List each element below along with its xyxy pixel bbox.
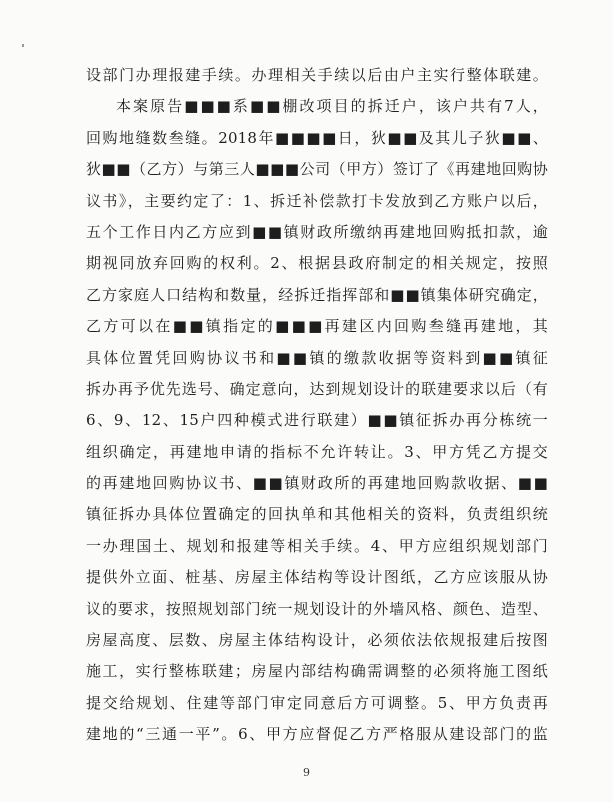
text-line: 组织确定，再建地申请的指标不允许转让。3、甲方凭乙方提交 xyxy=(86,442,548,461)
text-line: 期视同放弃回购的权利。2、根据县政府制定的相关规定，按照 xyxy=(86,254,548,273)
text-line: 五个工作日内乙方应到■■镇财政所缴纳再建地回购抵扣款，逾 xyxy=(86,222,548,241)
text-line: 乙方家庭人口结构和数量，经拆迁指挥部和■■镇集体研究确定， xyxy=(86,285,548,304)
text-line: 房屋高度、层数、房屋主体结构设计，必须依法依规报建后按图 xyxy=(86,631,548,650)
text-line: 拆办再予优先选号、确定意向，达到规划设计的联建要求以后（有 xyxy=(86,379,548,398)
text-line: 建地的“三通一平”。6、甲方应督促乙方严格服从建设部门的监 xyxy=(86,725,548,744)
text-line: 议的要求，按照规划部门统一规划设计的外墙风格、颜色、造型、 xyxy=(86,599,548,618)
text-line: 施工，实行整栋联建；房屋内部结构确需调整的必须将施工图纸 xyxy=(86,662,548,681)
text-line: 提交给规划、住建等部门审定同意后方可调整。5、甲方负责再 xyxy=(86,693,548,712)
document-body xyxy=(86,60,548,751)
text-line: 一办理国土、规划和报建等相关手续。4、甲方应组织规划部门 xyxy=(86,536,548,555)
scan-speck xyxy=(22,44,24,47)
text-line: 设部门办理报建手续。办理相关手续以后由户主实行整体联建。 xyxy=(86,66,548,84)
text-line: 乙方可以在■■镇指定的■■■再建区内回购叁缝再建地，其 xyxy=(86,317,548,336)
text-line: 的再建地回购协议书、■■镇财政所的再建地回购款收据、■■ xyxy=(86,474,548,493)
text-line: 回购地缝数叁缝。2018年■■■■日，狄■■及其儿子狄■■、 xyxy=(86,128,548,147)
text-line: 镇征拆办具体位置确定的回执单和其他相关的资料，负责组织统 xyxy=(86,505,548,524)
paragraph-start-line: 本案原告■■■系■■棚改项目的拆迁户，该户共有7人， xyxy=(116,97,548,116)
text-line: 提供外立面、桩基、房屋主体结构等设计图纸，乙方应该服从协 xyxy=(86,568,548,587)
text-line: 狄■■（乙方）与第三人■■■公司（甲方）签订了《再建地回购协 xyxy=(86,160,548,179)
text-line: 议书》，主要约定了：1、拆迁补偿款打卡发放到乙方账户以后， xyxy=(86,191,548,210)
text-line: 6、9、12、15户四种模式进行联建）■■镇征拆办再分栋统一 xyxy=(86,411,548,430)
page-number: 9 xyxy=(303,766,310,779)
text-line: 具体位置凭回购协议书和■■镇的缴款收据等资料到■■镇征 xyxy=(86,348,548,367)
